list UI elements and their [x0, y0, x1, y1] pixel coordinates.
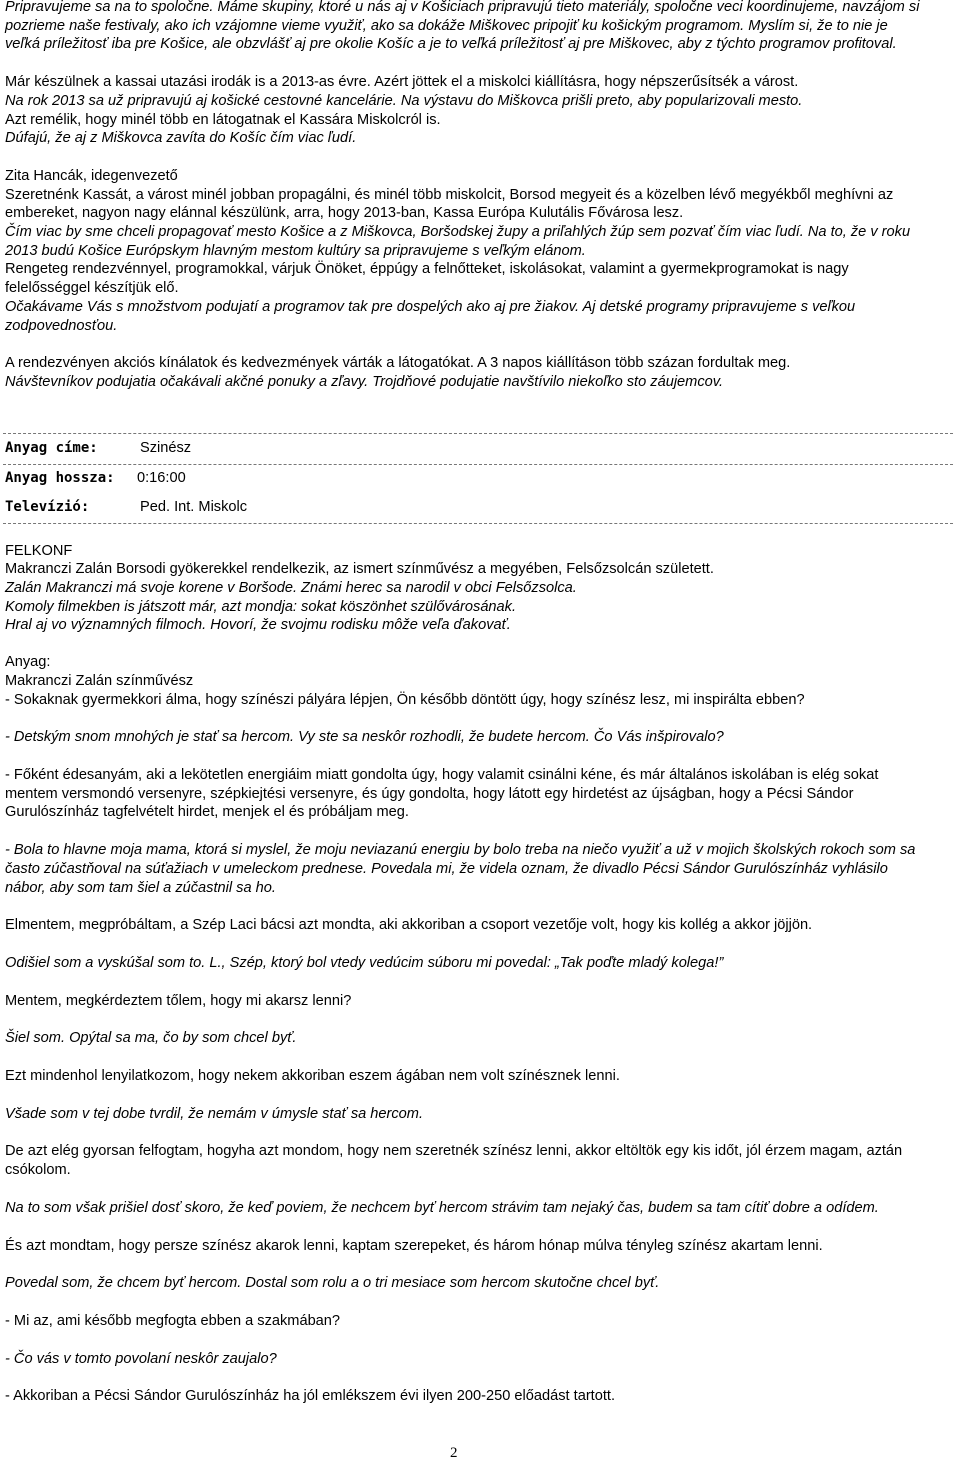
speaker-name: Zita Hancák, idegenvezető: [5, 167, 178, 184]
tv-value: Ped. Int. Miskolc: [140, 499, 248, 516]
divider: [3, 464, 953, 465]
divider: [3, 433, 953, 434]
travel-agencies-paragraph: [5, 73, 925, 148]
question: - Mi az, ami később megfogta ebben a szakmában?: [5, 1312, 341, 1329]
intro-slovak-paragraph: [5, 0, 925, 54]
answer: Na to som však prišiel dosť skoro, že keď poviem, že nechcem byť hercom strávim tam nejaký čas, budem sa tam cítiť dobre a odídem.: [5, 1199, 879, 1216]
interviewee-name: Makranczi Zalán színművész: [5, 672, 194, 689]
answer: - Akkoriban a Pécsi Sándor Gurulószínház ha jól emlékszem évi ilyen 200-250 előadást tartott.: [5, 1388, 616, 1405]
answer: Šiel som. Opýtal sa ma, čo by som chcel byť.: [5, 1030, 297, 1047]
answer: Odišiel som a vyskúšal som to. L., Szép, ktorý bol vtedy vedúcim súboru mi povedal: „Tak poďte mladý kolega!”: [5, 954, 724, 971]
length-label: Anyag hossza:: [5, 470, 115, 487]
title-value: Szinész: [140, 440, 192, 457]
paragraph: Szeretnénk Kassát, a várost minél jobban propagálni, és minél több miskolcit, Borsod megyeit és a közelben lévő megyékből meghívni az embereket, nagyon nagy elánnal készülünk, arra, hogy 2013-ban, Kassa Európa Kulutális Fővárosa lesz.: [5, 186, 894, 222]
question: - Sokaknak gyermekkori álma, hogy színészi pályára lépjen, Ön később döntött úgy, hogy színész lesz, mi inspirálta ebben?: [5, 691, 805, 708]
question: - Detským snom mnohých je stať sa hercom. Vy ste sa neskôr rozhodli, že budete hercom. Čo Vás inšpirovalo?: [5, 729, 724, 746]
answer: - Bola to hlavne moja mama, ktorá si myslel, že moju neviazanú energiu by bolo treba na niečo využiť a už v mojich školských rokoch som sa často zúčastňoval na súťažiach v umeleckom prednese. Povedala mi, že videla oznam, že divadlo Pécsi Sándor Gurulószínház vyhlásilo nábor, aby som tam šiel a zúčastnil sa ho.: [5, 842, 916, 896]
paragraph: Makranczi Zalán Borsodi gyökerekkel rendelkezik, az ismert színművész a megyében, Felsőzsolcán született.: [5, 561, 714, 578]
paragraph: Azt remélik, hogy minél több en látogatnak el Kassára Miskolcról is.: [5, 111, 441, 128]
material-metadata: [5, 433, 925, 524]
answer: Ezt mindenhol lenyilatkozom, hogy nekem akkoriban eszem ágában nem volt színésznek lenni.: [5, 1068, 620, 1085]
answer: Všade som v tej dobe tvrdil, že nemám v úmysle stať sa hercom.: [5, 1105, 424, 1122]
paragraph: Rengeteg rendezvénnyel, programokkal, várjuk Önöket, éppúgy a felnőtteket, iskolásokat, valamint a gyermekprogramokat is nagy felelősséggel készítjük elő.: [5, 261, 849, 297]
answer: És azt mondtam, hogy persze színész akarok lenni, kaptam szerepeket, és három hónap múlva tényleg színész akartam lenni.: [5, 1237, 823, 1254]
paragraph: Hral aj vo významných filmoch. Hovorí, že svojmu rodisku môže veľa ďakovať.: [5, 617, 511, 634]
length-value: 0:16:00: [137, 470, 186, 487]
paragraph: A rendezvényen akciós kínálatok és kedvezmények várták a látogatókat. A 3 napos kiállításon több százan fordultak meg.: [5, 355, 791, 372]
interview-section: [5, 653, 925, 1406]
answer: Mentem, megkérdeztem tőlem, hogy mi akarsz lenni?: [5, 992, 352, 1009]
title-label: Anyag címe:: [5, 440, 98, 457]
divider: [3, 523, 953, 524]
guide-statement: [5, 167, 925, 335]
paragraph: Pripravujeme sa na to spoločne. Máme skupiny, ktoré u nás aj v Košiciach pripravujú tieto materiály, spoločne veci koordinujeme, navzájom si pozrieme naše festivaly, ako ich vzájomne vieme využiť, ako sa dokáže Miškovec pripojiť ku košickým programom. Myslím si, že to nie je veľká príležitosť iba pre Košice, ale obzvlášť aj pre okolie Košíc a je to veľká príležitosť aj pre Miškovec, aby z týchto programov profitoval.: [5, 0, 920, 53]
page-number: 2: [450, 1445, 458, 1461]
document-page: [5, 0, 925, 1406]
answer: De azt elég gyorsan felfogtam, hogyha azt mondom, hogy nem szeretnék színész lenni, akkor eltöltök egy kis időt, jól érzem magam, aztán csókolom.: [5, 1143, 903, 1179]
paragraph: Očakávame Vás s množstvom podujatí a programov tak pre dospelých ako aj pre žiakov. Aj detské programy pripravujeme s veľkou zodpovednosťou.: [5, 298, 856, 334]
paragraph: Návštevníkov podujatia očakávali akčné ponuky a zľavy. Trojdňové podujatie navštívilo niekoľko sto záujemcov.: [5, 373, 724, 390]
question: - Čo vás v tomto povolaní neskôr zaujalo?: [5, 1350, 277, 1367]
felkonf-section: [5, 542, 925, 636]
paragraph: Čím viac by sme chceli propagovať mesto Košice a z Miškovca, Boršodskej župy a priľahlých žúp sem pozvať čím viac ľudí. Na to, že v roku 2013 budú Košice Európskym hlavným mestom kultúry sa pripravujeme s veľkým elánom.: [5, 224, 911, 259]
paragraph: Komoly filmekben is játszott már, azt mondja: sokat köszönhet szülővárosának.: [5, 598, 517, 615]
answer: - Főként édesanyám, aki a lekötetlen energiáim miatt gondolta úgy, hogy valamit csinálni kéne, és már általános iskolában is elég sokat mentem versmondó versenyre, szépkiejtési versenyre, és úgy gondolta, hogy látott egy hirdetést az újságban, hogy a Pécsi Sándor Gurulószínház tagfelvételt hirdet, menjek el és próbáljam meg.: [5, 766, 879, 821]
tv-label: Televízió:: [5, 499, 90, 516]
paragraph: Zalán Makranczi má svoje korene v Boršode. Známi herec sa narodil v obci Felsőzsolca.: [5, 580, 577, 597]
answer: Povedal som, že chcem byť hercom. Dostal som rolu a o tri mesiace som hercom skutočne chcel byť.: [5, 1275, 660, 1292]
section-heading: Anyag:: [5, 654, 51, 671]
paragraph: Dúfajú, že aj z Miškovca zavíta do Košíc čím viac ľudí.: [5, 130, 357, 147]
section-heading: FELKONF: [5, 542, 73, 559]
event-summary: [5, 354, 925, 391]
answer: Elmentem, megpróbáltam, a Szép Laci bácsi azt mondta, aki akkoriban a csoport vezetője volt, hogy kis kollég a akkor jöjjön.: [5, 917, 813, 934]
paragraph: Már készülnek a kassai utazási irodák is a 2013-as évre. Azért jöttek el a miskolci kiállításra, hogy népszerűsítsék a várost.: [5, 74, 799, 91]
paragraph: Na rok 2013 sa už pripravujú aj košické cestovné kancelárie. Na výstavu do Miškovca prišli preto, aby popularizovali mesto.: [5, 92, 803, 109]
